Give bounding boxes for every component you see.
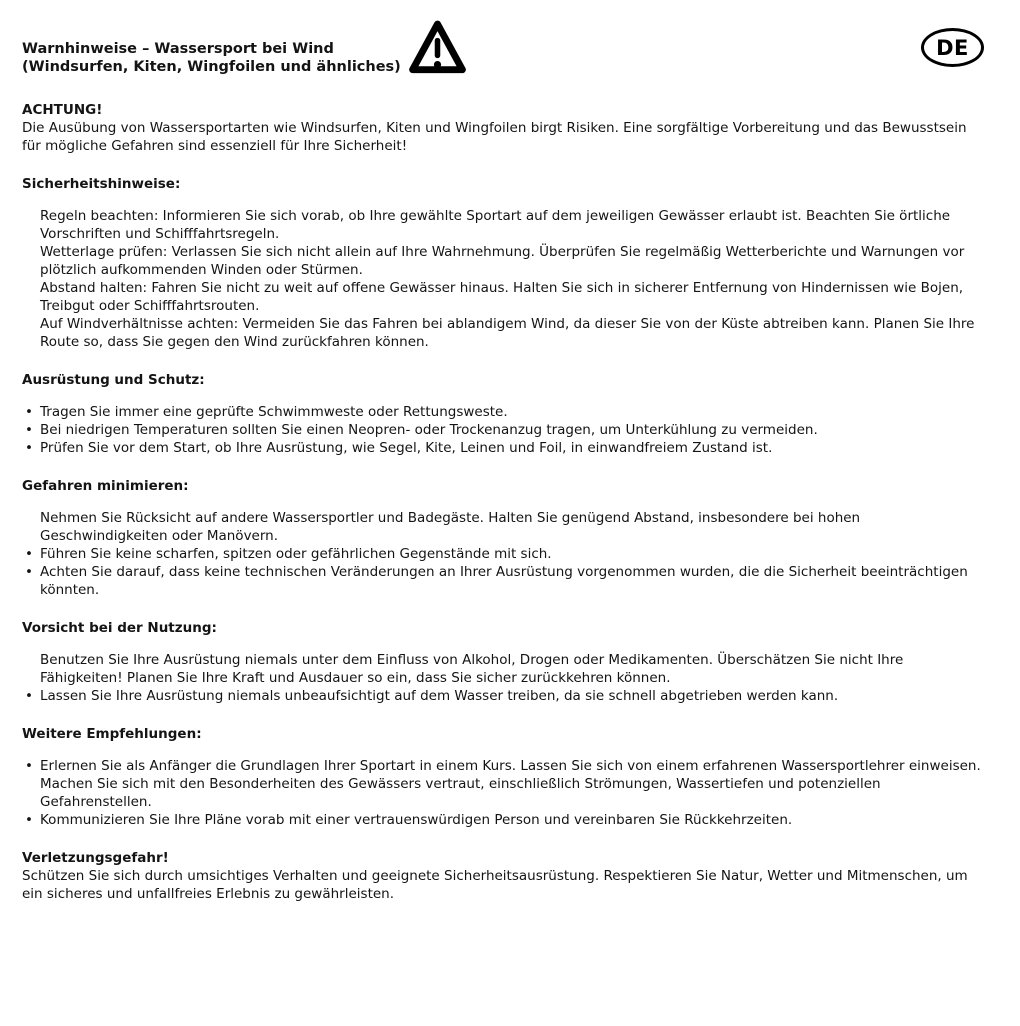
- section: [22, 175, 988, 351]
- document-body: [22, 101, 988, 903]
- section-heading: Gefahren minimieren:: [22, 478, 189, 494]
- item-text: Lassen Sie Ihre Ausrüstung niemals unbeaufsichtigt auf dem Wasser treiben, da sie schnell abgetrieben werden kann.: [40, 688, 839, 704]
- section-items: [22, 119, 988, 155]
- item-text: Abstand halten: Fahren Sie nicht zu weit auf offene Gewässer hinaus. Halten Sie sich in sicherer Entfernung von Hindernissen wie Bojen, Treibgut oder Schifffahrtsrouten.: [40, 280, 964, 314]
- bullet-list-item: [22, 421, 988, 439]
- section-items: [22, 207, 988, 351]
- section: [22, 477, 988, 599]
- paragraph: [22, 315, 988, 351]
- item-text: Machen Sie sich mit den Besonderheiten des Gewässers vertraut, einschließlich Strömungen, Wassertiefen und potenziellen Gefahrenstellen.: [40, 776, 881, 810]
- section: [22, 371, 988, 457]
- section-heading: Weitere Empfehlungen:: [22, 726, 202, 742]
- paragraph: [22, 243, 988, 279]
- language-badge: [921, 28, 984, 67]
- bullet-marker: •: [25, 564, 33, 580]
- paragraph: [22, 775, 988, 811]
- item-text: Kommunizieren Sie Ihre Pläne vorab mit einer vertrauenswürdigen Person und vereinbaren Sie Rückkehrzeiten.: [40, 812, 793, 828]
- page-title: [22, 40, 401, 76]
- paragraph: [22, 509, 988, 545]
- title-line-1: Warnhinweise – Wassersport bei Wind: [22, 41, 334, 57]
- item-text: Führen Sie keine scharfen, spitzen oder gefährlichen Gegenstände mit sich.: [40, 546, 552, 562]
- section: [22, 849, 988, 903]
- section: [22, 725, 988, 829]
- bullet-marker: •: [25, 546, 33, 562]
- paragraph: [22, 207, 988, 243]
- section-items: [22, 403, 988, 457]
- bullet-list-item: [22, 563, 988, 599]
- item-text: Bei niedrigen Temperaturen sollten Sie einen Neopren- oder Trockenanzug tragen, um Unterkühlung zu vermeiden.: [40, 422, 818, 438]
- section-items: [22, 651, 988, 705]
- bullet-list-item: [22, 757, 988, 775]
- item-text: Achten Sie darauf, dass keine technischen Veränderungen an Ihrer Ausrüstung vorgenommen wurden, die die Sicherheit beeinträchtigen könnten.: [40, 564, 968, 598]
- title-line-2: (Windsurfen, Kiten, Wingfoilen und ähnliches): [22, 59, 401, 75]
- section: [22, 619, 988, 705]
- item-text: Erlernen Sie als Anfänger die Grundlagen Ihrer Sportart in einem Kurs. Lassen Sie sich von einem erfahrenen Wassersportlehrer einweisen.: [40, 758, 981, 774]
- section-heading: Ausrüstung und Schutz:: [22, 372, 205, 388]
- bullet-marker: •: [25, 440, 33, 456]
- section-heading: ACHTUNG!: [22, 102, 103, 118]
- bullet-marker: •: [25, 758, 33, 774]
- bullet-list-item: [22, 439, 988, 457]
- language-badge-text: DE: [936, 35, 969, 60]
- paragraph: [22, 119, 988, 155]
- section: [22, 101, 988, 155]
- bullet-marker: •: [25, 422, 33, 438]
- bullet-marker: •: [25, 688, 33, 704]
- section-items: [22, 509, 988, 599]
- item-text: Wetterlage prüfen: Verlassen Sie sich nicht allein auf Ihre Wahrnehmung. Überprüfen Sie regelmäßig Wetterberichte und Warnungen vor plötzlich aufkommenden Winden oder Stürmen.: [40, 244, 965, 278]
- section-heading: Verletzungsgefahr!: [22, 850, 169, 866]
- item-text: Auf Windverhältnisse achten: Vermeiden Sie das Fahren bei ablandigem Wind, da dieser Sie von der Küste abtreiben kann. Planen Sie Ihre Route so, dass Sie gegen den Wind zurückfahren können.: [40, 316, 975, 350]
- item-text: Tragen Sie immer eine geprüfte Schwimmweste oder Rettungsweste.: [40, 404, 508, 420]
- paragraph: [22, 867, 988, 903]
- paragraph: [22, 651, 988, 687]
- paragraph: [22, 279, 988, 315]
- bullet-list-item: [22, 545, 988, 563]
- section-heading: Sicherheitshinweise:: [22, 176, 181, 192]
- bullet-list-item: [22, 403, 988, 421]
- bullet-list-item: [22, 687, 988, 705]
- item-text: Schützen Sie sich durch umsichtiges Verhalten und geeignete Sicherheitsausrüstung. Respektieren Sie Natur, Wetter und Mitmenschen, um ein sicheres und unfallfreies Erlebnis zu gewährleisten.: [22, 868, 968, 902]
- section-heading: Vorsicht bei der Nutzung:: [22, 620, 217, 636]
- item-text: Nehmen Sie Rücksicht auf andere Wassersportler und Badegäste. Halten Sie genügend Abstand, insbesondere bei hohen Geschwindigkeiten oder Manövern.: [40, 510, 861, 544]
- section-items: [22, 867, 988, 903]
- item-text: Prüfen Sie vor dem Start, ob Ihre Ausrüstung, wie Segel, Kite, Leinen und Foil, in einwandfreiem Zustand ist.: [40, 440, 773, 456]
- item-text: Benutzen Sie Ihre Ausrüstung niemals unter dem Einfluss von Alkohol, Drogen oder Medikamenten. Überschätzen Sie nicht Ihre Fähigkeiten! Planen Sie Ihre Kraft und Ausdauer so ein, dass Sie sicher zurückkehren können.: [40, 652, 904, 686]
- document-header: [22, 35, 988, 82]
- bullet-marker: •: [25, 404, 33, 420]
- section-items: [22, 757, 988, 829]
- item-text: Regeln beachten: Informieren Sie sich vorab, ob Ihre gewählte Sportart auf dem jeweiligen Gewässer erlaubt ist. Beachten Sie örtliche Vorschriften und Schifffahrtsregeln.: [40, 208, 951, 242]
- bullet-list-item: [22, 811, 988, 829]
- bullet-marker: •: [25, 812, 33, 828]
- item-text: Die Ausübung von Wassersportarten wie Windsurfen, Kiten und Wingfoilen birgt Risiken. Eine sorgfältige Vorbereitung und das Bewusstsein für mögliche Gefahren sind essenziell für Ihre Sicherheit!: [22, 120, 967, 154]
- warning-triangle-icon: [408, 19, 467, 82]
